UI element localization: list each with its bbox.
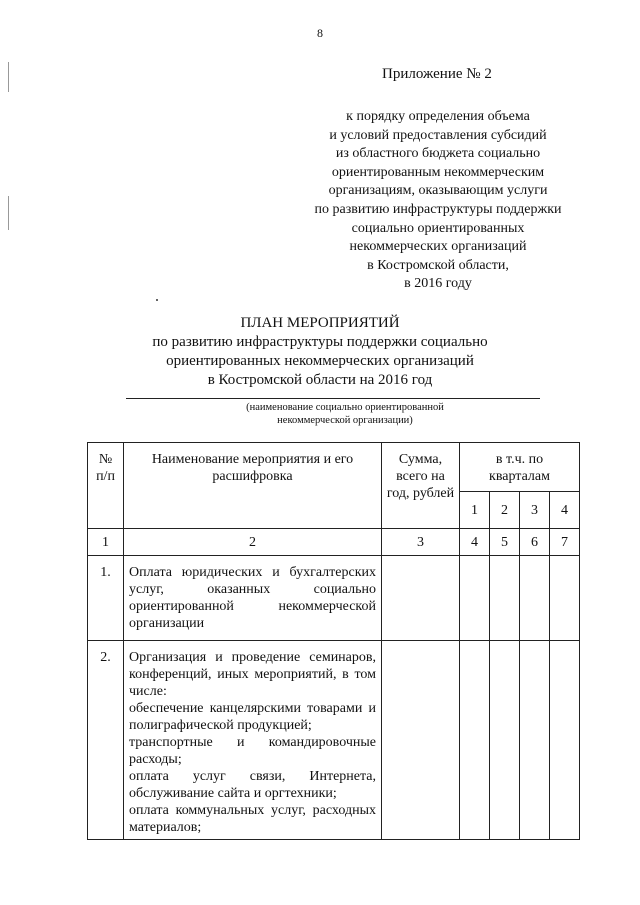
column-number: 1 (88, 529, 124, 556)
appendix-line: в Костромской области, (367, 257, 509, 273)
table-row (88, 641, 580, 840)
caption-line: некоммерческой организации) (277, 415, 413, 426)
title-line: по развитию инфраструктуры поддержки социально (152, 334, 488, 350)
appendix-line: ориентированным некоммерческим (331, 164, 545, 180)
header-q4: 4 (550, 492, 580, 529)
sum-cell (382, 556, 460, 641)
appendix-line: и условий предоставления субсидий (329, 127, 547, 143)
header-num: № п/п (88, 443, 124, 529)
quarter-cell (520, 556, 550, 641)
speck (156, 299, 158, 301)
title-line: ориентированных некоммерческих организаций (166, 353, 474, 369)
row-number: 2. (88, 641, 124, 840)
quarter-cell (460, 641, 490, 840)
margin-mark (8, 62, 9, 92)
caption-line: (наименование социально ориентированной (246, 402, 444, 413)
organization-name-line (126, 398, 540, 399)
page-number: 8 (317, 26, 323, 40)
margin-mark (8, 196, 9, 230)
plan-table (87, 442, 580, 840)
row-number: 1. (88, 556, 124, 641)
column-number-row (88, 529, 580, 556)
description-line: оплата коммунальных услуг, расходных материалов; (129, 803, 376, 835)
appendix-title: Приложение № 2 (382, 66, 492, 82)
column-number: 2 (124, 529, 382, 556)
appendix-line: некоммерческих организаций (349, 239, 527, 255)
quarter-cell (550, 556, 580, 641)
title-line: в Костромской области на 2016 год (207, 372, 433, 388)
column-number: 6 (520, 529, 550, 556)
description-line: Организация и проведение семинаров, конференций, иных мероприятий, в том числе: (129, 650, 376, 699)
table-header-row (88, 443, 580, 492)
quarter-cell (520, 641, 550, 840)
header-sum: Сумма, всего на год, рублей (382, 443, 460, 529)
description-line: транспортные и командировочные расходы; (129, 735, 376, 767)
sum-cell (382, 641, 460, 840)
table-row (88, 556, 580, 641)
appendix-line: организациям, оказывающим услуги (328, 183, 548, 199)
row-description (124, 641, 382, 840)
appendix-line: из областного бюджета социально (335, 146, 541, 162)
description-line: Оплата юридических и бухгалтерских услуг, оказанных социально ориентированной некоммерческой организации (129, 565, 376, 631)
title-heading: ПЛАН МЕРОПРИЯТИЙ (240, 315, 400, 331)
description-line: обеспечение канцелярскими товарами и полиграфической продукцией; (129, 701, 376, 733)
row-description (124, 556, 382, 641)
column-number: 5 (490, 529, 520, 556)
quarter-cell (490, 641, 520, 840)
header-name: Наименование мероприятия и его расшифровка (124, 443, 382, 529)
quarter-cell (490, 556, 520, 641)
quarter-cell (550, 641, 580, 840)
column-number: 7 (550, 529, 580, 556)
organization-caption (200, 401, 490, 427)
description-line: оплата услуг связи, Интернета, обслуживание сайта и оргтехники; (129, 769, 376, 801)
quarter-cell (460, 556, 490, 641)
header-q1: 1 (460, 492, 490, 529)
column-number: 4 (460, 529, 490, 556)
header-q2: 2 (490, 492, 520, 529)
appendix-line: к порядку определения объема (346, 109, 530, 124)
appendix-reference (300, 108, 576, 294)
header-q3: 3 (520, 492, 550, 529)
header-quarters: в т.ч. по кварталам (460, 443, 580, 492)
column-number: 3 (382, 529, 460, 556)
appendix-line: в 2016 году (404, 276, 472, 292)
appendix-line: социально ориентированных (351, 220, 525, 236)
appendix-line: по развитию инфраструктуры поддержки (314, 201, 562, 217)
document-title (130, 314, 510, 390)
